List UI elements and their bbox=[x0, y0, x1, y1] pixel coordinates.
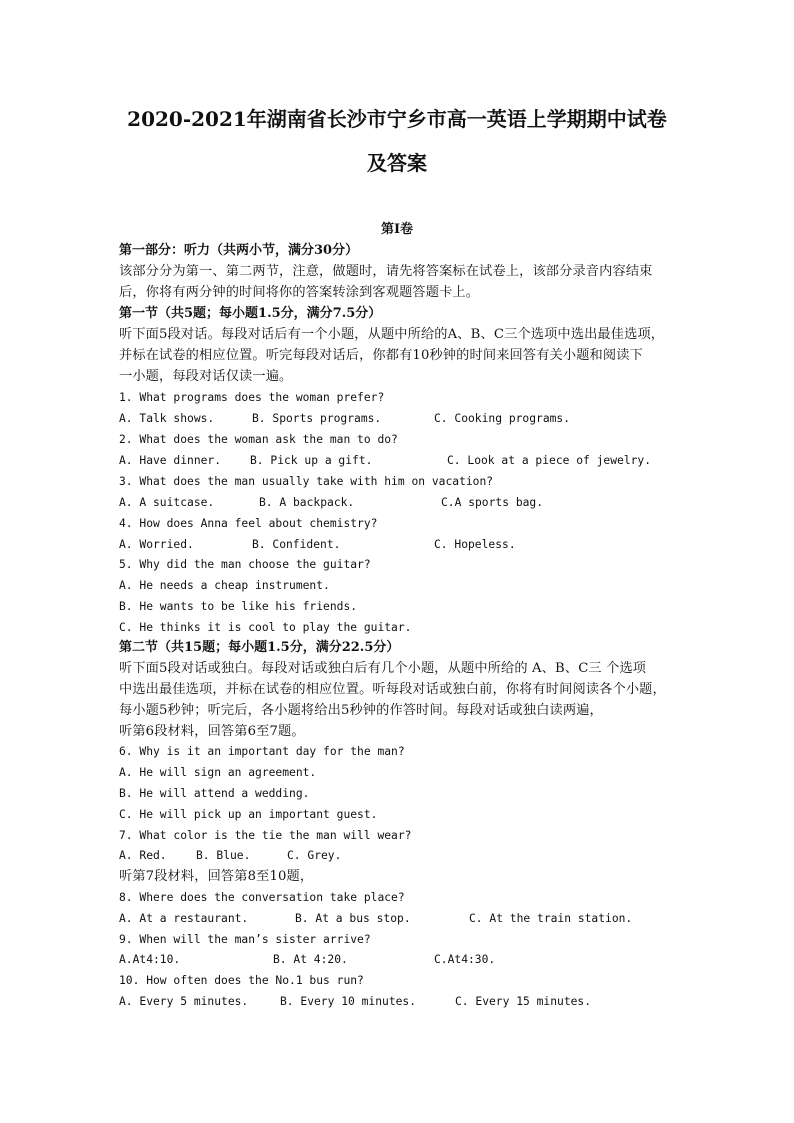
question: 7. What color is the tie the man will wear? bbox=[119, 829, 412, 842]
section1-heading: 第一节（共5题；每小题1.5分，满分7.5分） bbox=[119, 306, 382, 321]
question: 1. What programs does the woman prefer? bbox=[119, 391, 385, 404]
option-a: A. He needs a cheap instrument. bbox=[119, 579, 330, 592]
option-c: C.A sports bag. bbox=[441, 496, 544, 509]
option-a: A. Worried. bbox=[119, 538, 194, 551]
exam-title-line1: 2020-2021年湖南省长沙市宁乡市高一英语上学期期中试卷 bbox=[127, 107, 667, 131]
exam-title-line2: 及答案 bbox=[367, 151, 427, 175]
question: 5. Why did the man choose the guitar? bbox=[119, 558, 371, 571]
section1-intro: 听下面5段对话。每段对话后有一个小题，从题中所给的A、B、C三个选项中选出最佳选项， bbox=[119, 327, 665, 342]
part1-heading: 第一部分：听力（共两小节，满分30分） bbox=[119, 243, 359, 258]
option-b: B. Sports programs. bbox=[252, 412, 382, 425]
option-c: C. Look at a piece of jewelry. bbox=[447, 454, 652, 467]
option-a: A. At a restaurant. bbox=[119, 912, 249, 925]
section2-intro: 听下面5段对话或独白。每段对话或独白后有几个小题，从题中所给的 A、B、C三 个选项 bbox=[119, 661, 647, 676]
option-b: B. A backpack. bbox=[259, 496, 355, 509]
option-c: C. Hopeless. bbox=[434, 538, 516, 551]
option-c: C.At4:30. bbox=[434, 953, 496, 966]
question: 4. How does Anna feel about chemistry? bbox=[119, 517, 378, 530]
option-a: A. Talk shows. bbox=[119, 412, 215, 425]
option-a: A. He will sign an agreement. bbox=[119, 766, 317, 779]
option-b: B. Blue. bbox=[196, 849, 251, 862]
section2-intro: 听第6段材料，回答第6至7题。 bbox=[119, 724, 305, 739]
option-a: A. Have dinner. bbox=[119, 454, 222, 467]
option-c: C. Every 15 minutes. bbox=[455, 995, 592, 1008]
section2-intro: 中选出最佳选项，并标在试卷的相应位置。听每段对话或独白前，你将有时间阅读各个小题， bbox=[119, 682, 666, 697]
option-b: B. Pick up a gift. bbox=[250, 454, 373, 467]
option-a: A.At4:10. bbox=[119, 953, 181, 966]
option-b: B. Every 10 minutes. bbox=[280, 995, 417, 1008]
option-b: B. At 4:20. bbox=[273, 953, 348, 966]
option-a: A. A suitcase. bbox=[119, 496, 215, 509]
section1-intro: 一小题，每段对话仅读一遍。 bbox=[119, 369, 293, 384]
question: 6. Why is it an important day for the man? bbox=[119, 745, 405, 758]
volume-heading: 第I卷 bbox=[380, 222, 414, 237]
option-a: A. Red. bbox=[119, 849, 167, 862]
option-b: B. He will attend a wedding. bbox=[119, 787, 310, 800]
option-c: C. Grey. bbox=[287, 849, 342, 862]
question: 8. Where does the conversation take place? bbox=[119, 891, 405, 904]
question: 10. How often does the No.1 bus run? bbox=[119, 974, 364, 987]
section2-intro: 听第7段材料，回答第8至10题， bbox=[119, 869, 314, 884]
option-c: C. He will pick up an important guest. bbox=[119, 808, 378, 821]
section1-intro: 并标在试卷的相应位置。听完每段对话后，你都有10秒钟的时间来回答有关小题和阅读下 bbox=[119, 348, 643, 363]
part1-intro: 后，你将有两分钟的时间将你的答案转涂到客观题答题卡上。 bbox=[119, 285, 480, 300]
question: 2. What does the woman ask the man to do? bbox=[119, 433, 398, 446]
option-c: C. He thinks it is cool to play the guitar. bbox=[119, 621, 412, 634]
section2-heading: 第二节（共15题；每小题1.5分，满分22.5分） bbox=[119, 640, 400, 655]
section2-intro: 每小题5秒钟；听完后，各小题将给出5秒钟的作答时间。每段对话或独白读两遍， bbox=[119, 703, 603, 718]
option-b: B. At a bus stop. bbox=[295, 912, 411, 925]
option-c: C. Cooking programs. bbox=[434, 412, 571, 425]
option-a: A. Every 5 minutes. bbox=[119, 995, 249, 1008]
question: 9. When will the man’s sister arrive? bbox=[119, 933, 371, 946]
option-c: C. At the train station. bbox=[469, 912, 633, 925]
part1-intro: 该部分分为第一、第二两节，注意，做题时，请先将答案标在试卷上，该部分录音内容结束 bbox=[119, 264, 653, 279]
question: 3. What does the man usually take with him on vacation? bbox=[119, 475, 494, 488]
option-b: B. He wants to be like his friends. bbox=[119, 600, 358, 613]
option-b: B. Confident. bbox=[252, 538, 341, 551]
